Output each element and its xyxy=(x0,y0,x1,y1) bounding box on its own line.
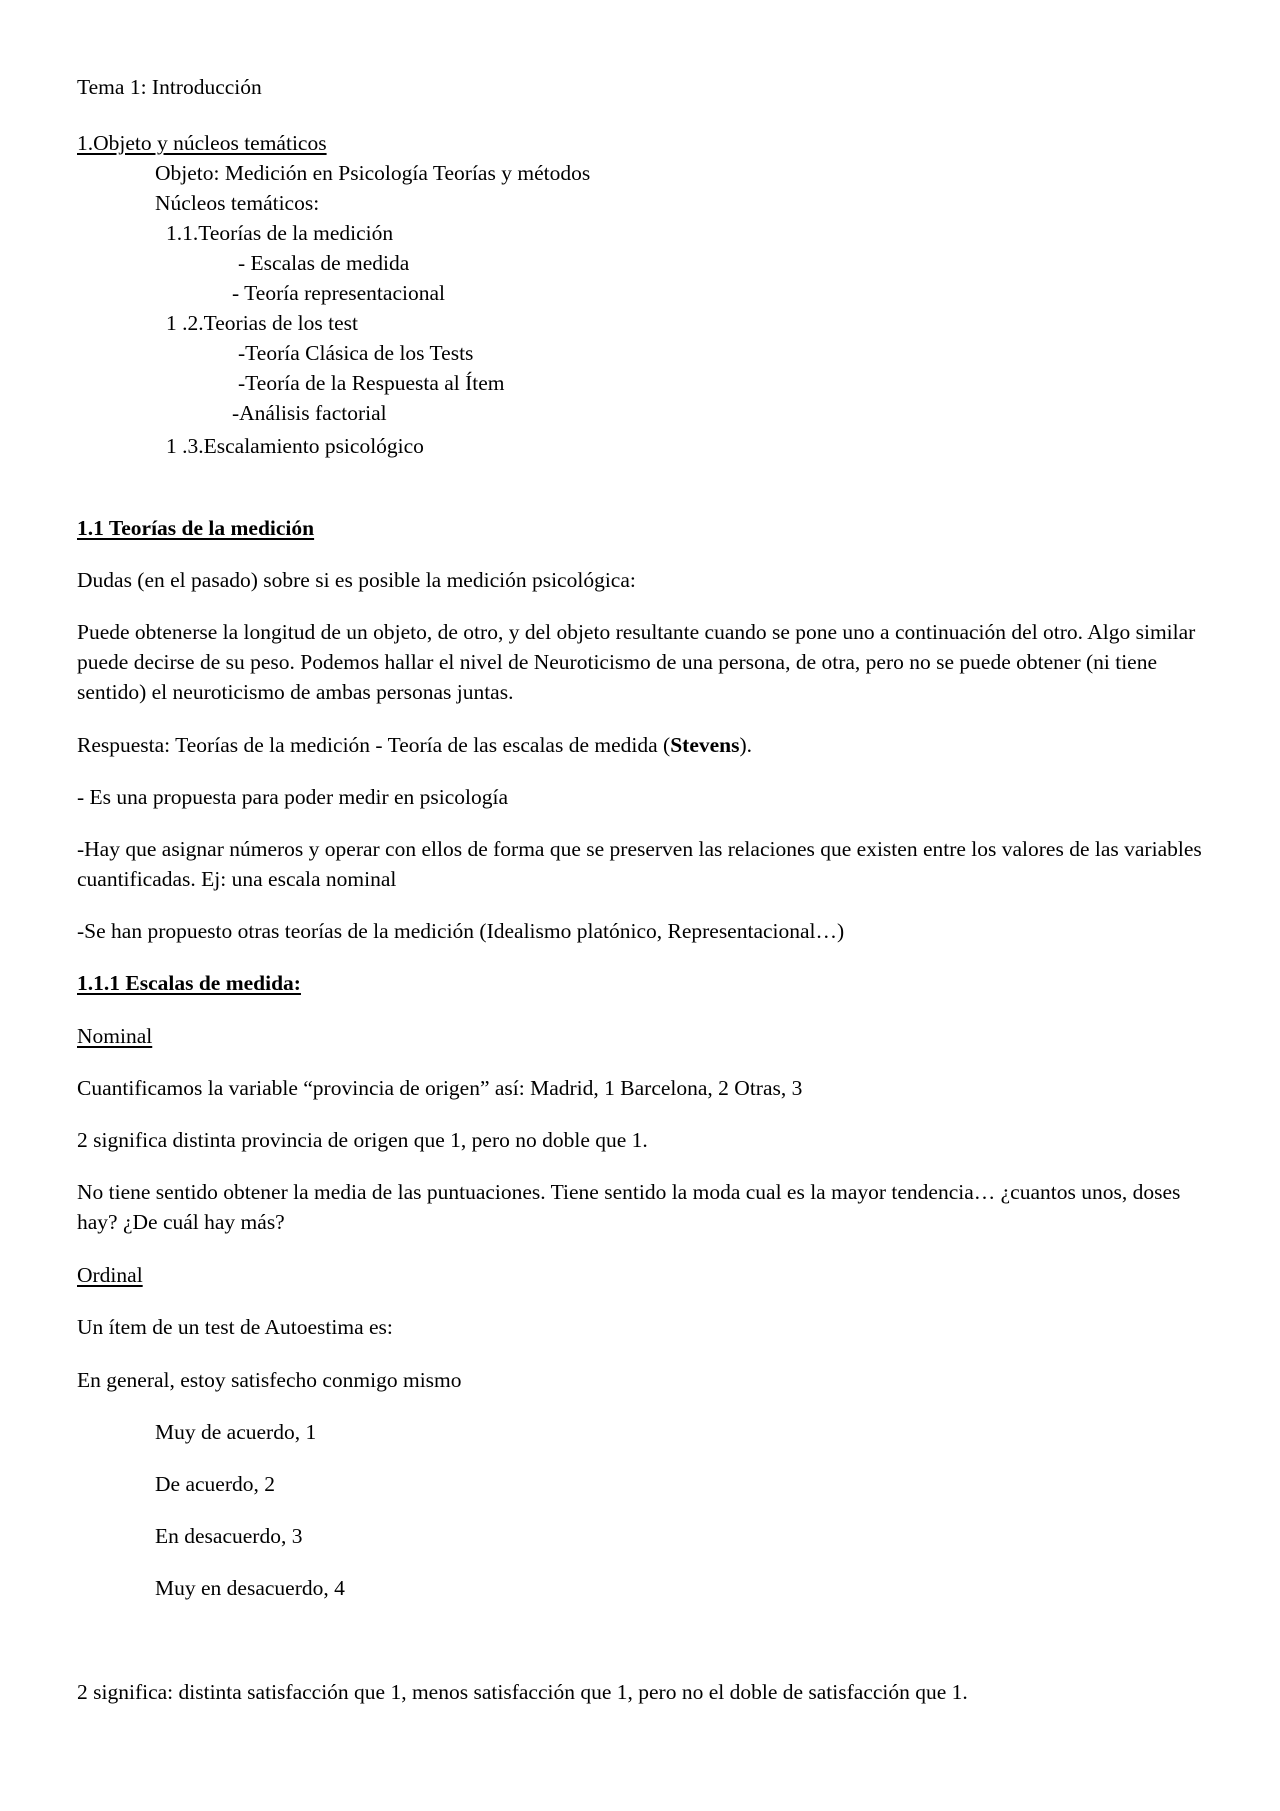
ordinal-option: De acuerdo, 2 xyxy=(155,1472,275,1496)
ordinal-p1: Un ítem de un test de Autoestima es: xyxy=(77,1315,393,1339)
ordinal-option: En desacuerdo, 3 xyxy=(155,1524,303,1548)
nominal-p2: 2 significa distinta provincia de origen que 1, pero no doble que 1. xyxy=(77,1128,648,1152)
nominal-p3: No tiene sentido obtener la media de las puntuaciones. Tiene sentido la moda cual es la mayor tendencia… ¿cuantos unos, doses hay? ¿De cuál hay más? xyxy=(77,1180,1181,1234)
outline-item-1-1-a: - Escalas de medida xyxy=(238,251,410,275)
outline-item-1-2: 1 .2.Teorias de los test xyxy=(166,311,358,335)
outline-item-1-3: 1 .3.Escalamiento psicológico xyxy=(166,434,424,458)
outline-objeto: Objeto: Medición en Psicología Teorías y métodos xyxy=(155,161,591,185)
ordinal-heading: Ordinal xyxy=(77,1263,143,1287)
p3-author: Stevens xyxy=(670,733,740,757)
p3-suffix: ). xyxy=(739,733,753,757)
outline-nucleos: Núcleos temáticos: xyxy=(155,191,320,215)
outline-item-1-1: 1.1.Teorías de la medición xyxy=(166,221,394,245)
ordinal-p2: En general, estoy satisfecho conmigo mismo xyxy=(77,1368,462,1392)
outline-item-1-1-b: - Teoría representacional xyxy=(232,281,445,305)
ordinal-option: Muy en desacuerdo, 4 xyxy=(155,1576,345,1600)
nominal-heading: Nominal xyxy=(77,1024,153,1048)
section-1-1-p6: -Se han propuesto otras teorías de la medición (Idealismo platónico, Representacional…) xyxy=(77,919,845,943)
ordinal-option: Muy de acuerdo, 1 xyxy=(155,1420,317,1444)
section-1-1-p5: -Hay que asignar números y operar con ellos de forma que se preserven las relaciones que existen entre los valores de las variables cuantificadas. Ej: una escala nominal xyxy=(77,837,1202,891)
section-1-1-heading: 1.1 Teorías de la medición xyxy=(77,516,315,540)
section-1-1-p4: - Es una propuesta para poder medir en psicología xyxy=(77,785,509,809)
outline-heading: 1.Objeto y núcleos temáticos xyxy=(77,131,327,155)
section-1-1-p1: Dudas (en el pasado) sobre si es posible la medición psicológica: xyxy=(77,568,636,592)
nominal-p1: Cuantificamos la variable “provincia de origen” así: Madrid, 1 Barcelona, 2 Otras, 3 xyxy=(77,1076,803,1100)
ordinal-p3: 2 significa: distinta satisfacción que 1, menos satisfacción que 1, pero no el doble de satisfacción que 1. xyxy=(77,1680,968,1704)
document-title: Tema 1: Introducción xyxy=(77,75,262,99)
section-1-1-p2: Puede obtenerse la longitud de un objeto, de otro, y del objeto resultante cuando se pone uno a continuación del otro. Algo similar puede decirse de su peso. Podemos hallar el nivel de Neuroticismo de una persona, de otra, pero no se puede obtener (ni tiene sentido) el neuroticismo de ambas personas juntas. xyxy=(77,620,1196,704)
outline-item-1-2-a: -Teoría Clásica de los Tests xyxy=(238,341,474,365)
section-1-1-p3 xyxy=(77,730,752,760)
outline-item-1-2-b: -Teoría de la Respuesta al Ítem xyxy=(238,371,505,395)
section-1-1-1-heading: 1.1.1 Escalas de medida: xyxy=(77,971,301,995)
p3-prefix: Respuesta: Teorías de la medición - Teoría de las escalas de medida ( xyxy=(77,733,671,757)
outline-item-1-2-c: -Análisis factorial xyxy=(232,401,387,425)
